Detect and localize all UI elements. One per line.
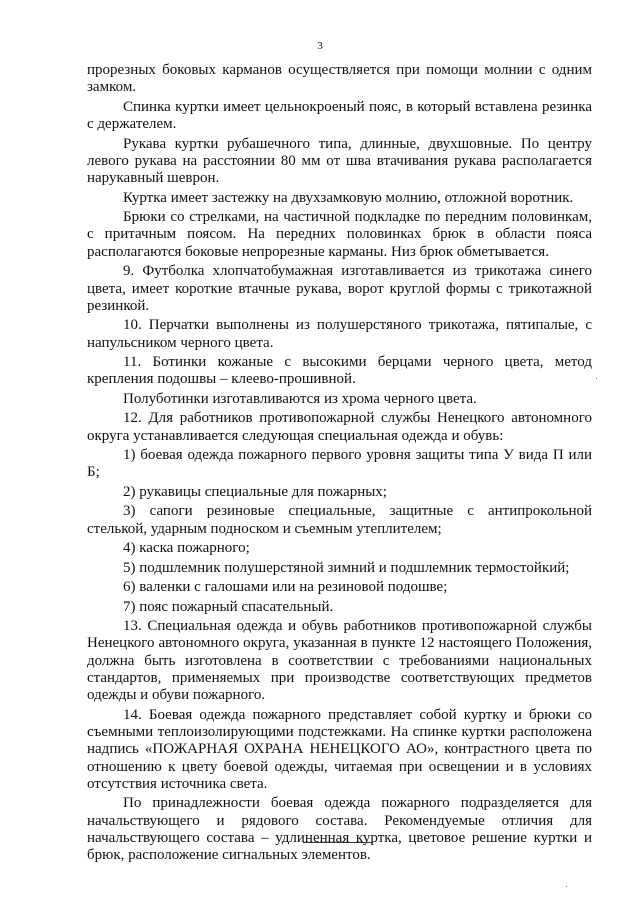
paragraph-jacket-back: Спинка куртки имеет цельнокроеный пояс, в который вставлена резинка с держателем. bbox=[87, 98, 592, 133]
list-item-1: 1) боевая одежда пожарного первого уровня защиты типа У вида П или Б; bbox=[87, 447, 592, 481]
list-item-2: 2) рукавицы специальные для пожарных; bbox=[123, 483, 387, 500]
paragraph-pockets-continued: прорезных боковых карманов осуществляется при помощи молнии с одним замком. bbox=[87, 62, 592, 96]
list-item-5: 5) подшлемник полушерстяной зимний и подшлемник термостойкий; bbox=[123, 559, 570, 576]
paragraph-staff-distinction: По принадлежности боевая одежда пожарного подразделяется для начальствующего и рядового состава. Рекомендуемые отличия для начальствующего состава – удлиненная куртка, цветовое решение куртки и брюк, расположение сигнальных элементов. bbox=[87, 795, 592, 864]
paragraph-item-14-combat-clothing: 14. Боевая одежда пожарного представляет собой куртку и брюки со съемными теплоизолирующими подстежками. На спинке куртки расположена надпись «ПОЖАРНАЯ ОХРАНА НЕНЕЦКОГО АО», контрастного цвета по отношению к цвету боевой одежды, читаемая при освещении и в условиях отсутствия источника света. bbox=[87, 706, 592, 792]
paragraph-jacket-fastener: Куртка имеет застежку на двухзамковую молнию, отложной воротник. bbox=[123, 189, 574, 206]
paragraph-item-11-boots: 11. Ботинки кожаные с высокими берцами черного цвета, метод крепления подошвы – клеево-прошивной. bbox=[87, 354, 592, 388]
end-rule bbox=[303, 842, 373, 843]
paragraph-item-13-standards: 13. Специальная одежда и обувь работников противопожарной службы Ненецкого автономного округа, указанная в пункте 12 настоящего Положения, должна быть изготовлена в соответствии с требованиями национальных стандартов, применяемых при производстве соответствующих предметов одежды и обуви пожарного. bbox=[87, 618, 592, 704]
paragraph-trousers: Брюки со стрелками, на частичной подкладке по передним половинкам, с притачным поясом. На передних половинках брюк в области пояса располагаются боковые непрорезные карманы. Низ брюк обметывается. bbox=[87, 209, 592, 260]
paragraph-item-9-tshirt: 9. Футболка хлопчатобумажная изготавливается из трикотажа синего цвета, имеет короткие втачные рукава, ворот круглой формы с трикотажной резинкой. bbox=[87, 263, 592, 314]
scan-speck bbox=[566, 886, 567, 887]
list-item-7: 7) пояс пожарный спасательный. bbox=[123, 598, 334, 615]
list-item-4: 4) каска пожарного; bbox=[123, 540, 250, 557]
paragraph-low-shoes: Полуботинки изготавливаются из хрома черного цвета. bbox=[123, 390, 477, 407]
paragraph-item-10-gloves: 10. Перчатки выполнены из полушерстяного трикотажа, пятипалые, с напульсником черного цвета. bbox=[87, 317, 592, 351]
document-body bbox=[87, 62, 592, 867]
page-number: 3 bbox=[317, 40, 323, 52]
scan-speck bbox=[596, 378, 597, 379]
list-item-6: 6) валенки с галошами или на резиновой подошве; bbox=[123, 579, 448, 596]
paragraph-jacket-sleeves: Рукава куртки рубашечного типа, длинные, двухшовные. По центру левого рукава на расстоянии 80 мм от шва втачивания рукава располагается нарукавный шеврон. bbox=[87, 135, 592, 187]
paragraph-item-12-intro: 12. Для работников противопожарной службы Ненецкого автономного округа устанавливается следующая специальная одежда и обувь: bbox=[87, 410, 592, 444]
list-item-3: 3) сапоги резиновые специальные, защитные с антипрокольной стелькой, ударным подноском и съемным утеплителем; bbox=[87, 503, 592, 537]
